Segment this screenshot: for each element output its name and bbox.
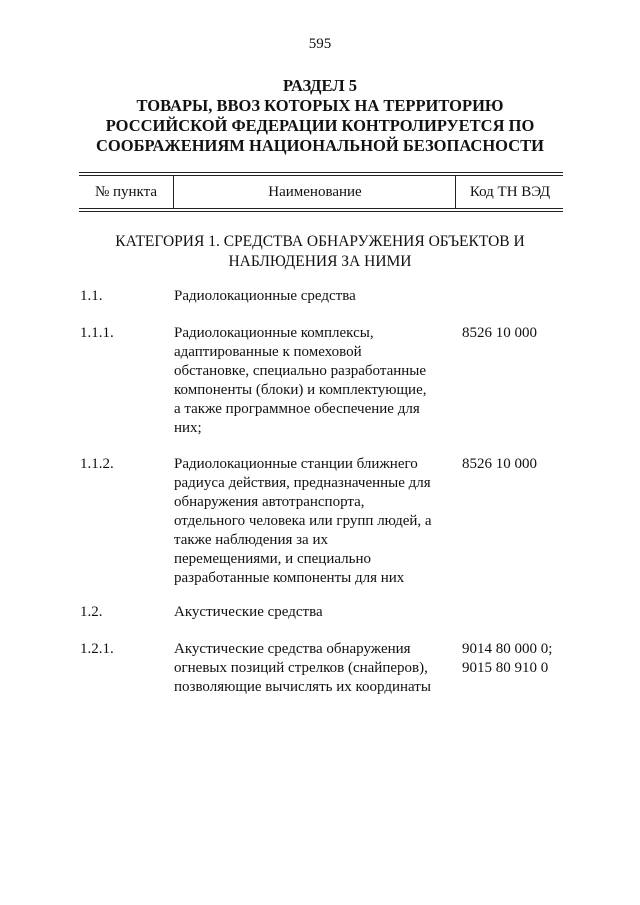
item-name	[174, 324, 459, 438]
header-rule	[79, 172, 563, 173]
item-name-line: Акустические средства обнаружения	[174, 641, 411, 657]
item-name-line: отдельного человека или групп людей, а	[174, 513, 432, 529]
item-name-line: них;	[174, 420, 202, 436]
section-title-line: ТОВАРЫ, ВВОЗ КОТОРЫХ НА ТЕРРИТОРИЮ	[136, 96, 504, 115]
item-name-line: разработанные компоненты для них	[174, 570, 405, 586]
item-name-line: Акустические средства	[174, 604, 323, 620]
section-title-line: РАЗДЕЛ 5	[283, 76, 357, 95]
header-code: Код ТН ВЭД	[455, 176, 564, 208]
item-name	[174, 287, 459, 306]
header-name: Наименование	[173, 176, 456, 208]
section-title	[70, 76, 570, 156]
item-name	[174, 640, 459, 697]
page-number: 595	[308, 36, 332, 52]
item-name-line: адаптированные к помеховой	[174, 344, 362, 360]
category-heading	[70, 232, 570, 272]
item-number: 1.1.	[80, 288, 103, 304]
item-name	[174, 603, 459, 622]
item-name-line: огневых позиций стрелков (снайперов),	[174, 660, 428, 676]
item-code-line: 9014 80 000 0;	[462, 641, 553, 657]
item-name	[174, 455, 459, 588]
category-line: НАБЛЮДЕНИЯ ЗА НИМИ	[228, 253, 412, 270]
section-title-line: РОССИЙСКОЙ ФЕДЕРАЦИИ КОНТРОЛИРУЕТСЯ ПО	[105, 116, 535, 135]
item-code-line: 8526 10 000	[462, 325, 537, 341]
item-name-line: а также программное обеспечение для	[174, 401, 420, 417]
item-name-line: компоненты (блоки) и комплектующие,	[174, 382, 427, 398]
item-name-line: радиуса действия, предназначенные для	[174, 475, 431, 491]
item-number: 1.2.	[80, 604, 103, 620]
header-rule	[79, 208, 563, 209]
item-name-line: позволяющие вычислять их координаты	[174, 679, 431, 695]
item-number: 1.1.2.	[80, 456, 114, 472]
item-number: 1.1.1.	[80, 325, 114, 341]
item-code-line: 9015 80 910 0	[462, 660, 549, 676]
category-line: КАТЕГОРИЯ 1. СРЕДСТВА ОБНАРУЖЕНИЯ ОБЪЕКТОВ И	[115, 233, 525, 250]
item-number: 1.2.1.	[80, 641, 114, 657]
header-rule	[79, 211, 563, 212]
item-code	[462, 455, 537, 474]
item-code	[462, 324, 537, 343]
header-item-number: № пункта	[94, 184, 158, 200]
item-name-line: обстановке, специально разработанные	[174, 363, 427, 379]
item-name-line: также наблюдения за их	[174, 532, 328, 548]
item-name-line: Радиолокационные комплексы,	[174, 325, 374, 341]
item-code-line: 8526 10 000	[462, 456, 537, 472]
item-name-line: Радиолокационные станции ближнего	[174, 456, 418, 472]
item-code	[462, 640, 552, 678]
item-name-line: обнаружения автотранспорта,	[174, 494, 365, 510]
item-name-line: перемещениями, и специально	[174, 551, 371, 567]
table-header	[79, 172, 563, 212]
section-title-line: СООБРАЖЕНИЯМ НАЦИОНАЛЬНОЙ БЕЗОПАСНОСТИ	[96, 136, 544, 155]
item-name-line: Радиолокационные средства	[174, 288, 356, 304]
